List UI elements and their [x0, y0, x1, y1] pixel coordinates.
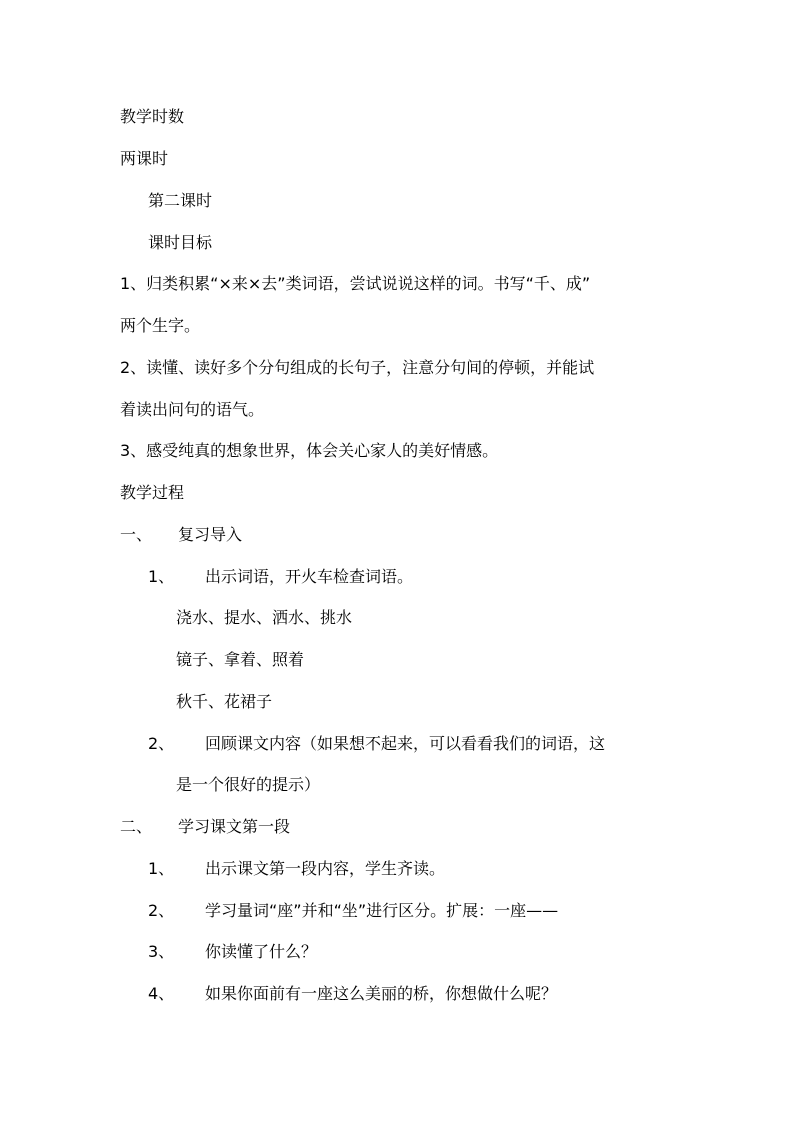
goal-1-line-2: 两个生字。: [120, 316, 201, 335]
process-heading: 教学过程: [120, 483, 185, 502]
section-2-item-1-text: 出示课文第一段内容，学生齐读。: [205, 859, 446, 878]
goal-3-line-1: 3、感受纯真的想象世界，体会关心家人的美好情感。: [120, 441, 499, 460]
section-2-number: 二、: [120, 817, 153, 836]
section-2-item-4-text: 如果你面前有一座这么美丽的桥，你想做什么呢？: [205, 984, 558, 1003]
section-2-item-4-number: 4、: [148, 984, 175, 1003]
goal-2-line-1: 2、读懂、读好多个分句组成的长句子，注意分句间的停顿，并能试: [120, 358, 595, 377]
section-1-item-1-text: 出示词语，开火车检查词语。: [205, 567, 414, 586]
section-1-item-2-line-1: 回顾课文内容（如果想不起来，可以看看我们的词语，这: [205, 734, 606, 753]
section-2-item-2-number: 2、: [148, 901, 175, 920]
section-1-item-2-number: 2、: [148, 734, 175, 753]
goal-2-line-2: 着读出问句的语气。: [120, 400, 265, 419]
section-1-item-2-line-2: 是一个很好的提示）: [176, 775, 321, 794]
word-group-1: 浇水、提水、洒水、挑水: [176, 608, 353, 627]
lesson-title: 第二课时: [148, 191, 213, 210]
teaching-hours-value: 两课时: [120, 149, 169, 168]
section-2-item-2-text: 学习量词“座”并和“坐”进行区分。扩展：一座——: [205, 901, 559, 920]
section-2-item-3-number: 3、: [148, 942, 175, 961]
word-group-3: 秋千、花裙子: [176, 692, 273, 711]
section-1-title: 复习导入: [178, 525, 243, 544]
section-1-number: 一、: [120, 525, 153, 544]
teaching-hours-heading: 教学时数: [120, 107, 185, 126]
goal-1-line-1: 1、归类积累“×来×去”类词语，尝试说说这样的词。书写“千、成”: [120, 274, 591, 293]
section-1-item-1-number: 1、: [148, 567, 175, 586]
section-2-title: 学习课文第一段: [178, 817, 291, 836]
word-group-2: 镜子、拿着、照着: [176, 650, 305, 669]
goals-heading: 课时目标: [148, 233, 213, 252]
section-2-item-1-number: 1、: [148, 859, 175, 878]
section-2-item-3-text: 你读懂了什么？: [205, 942, 318, 961]
